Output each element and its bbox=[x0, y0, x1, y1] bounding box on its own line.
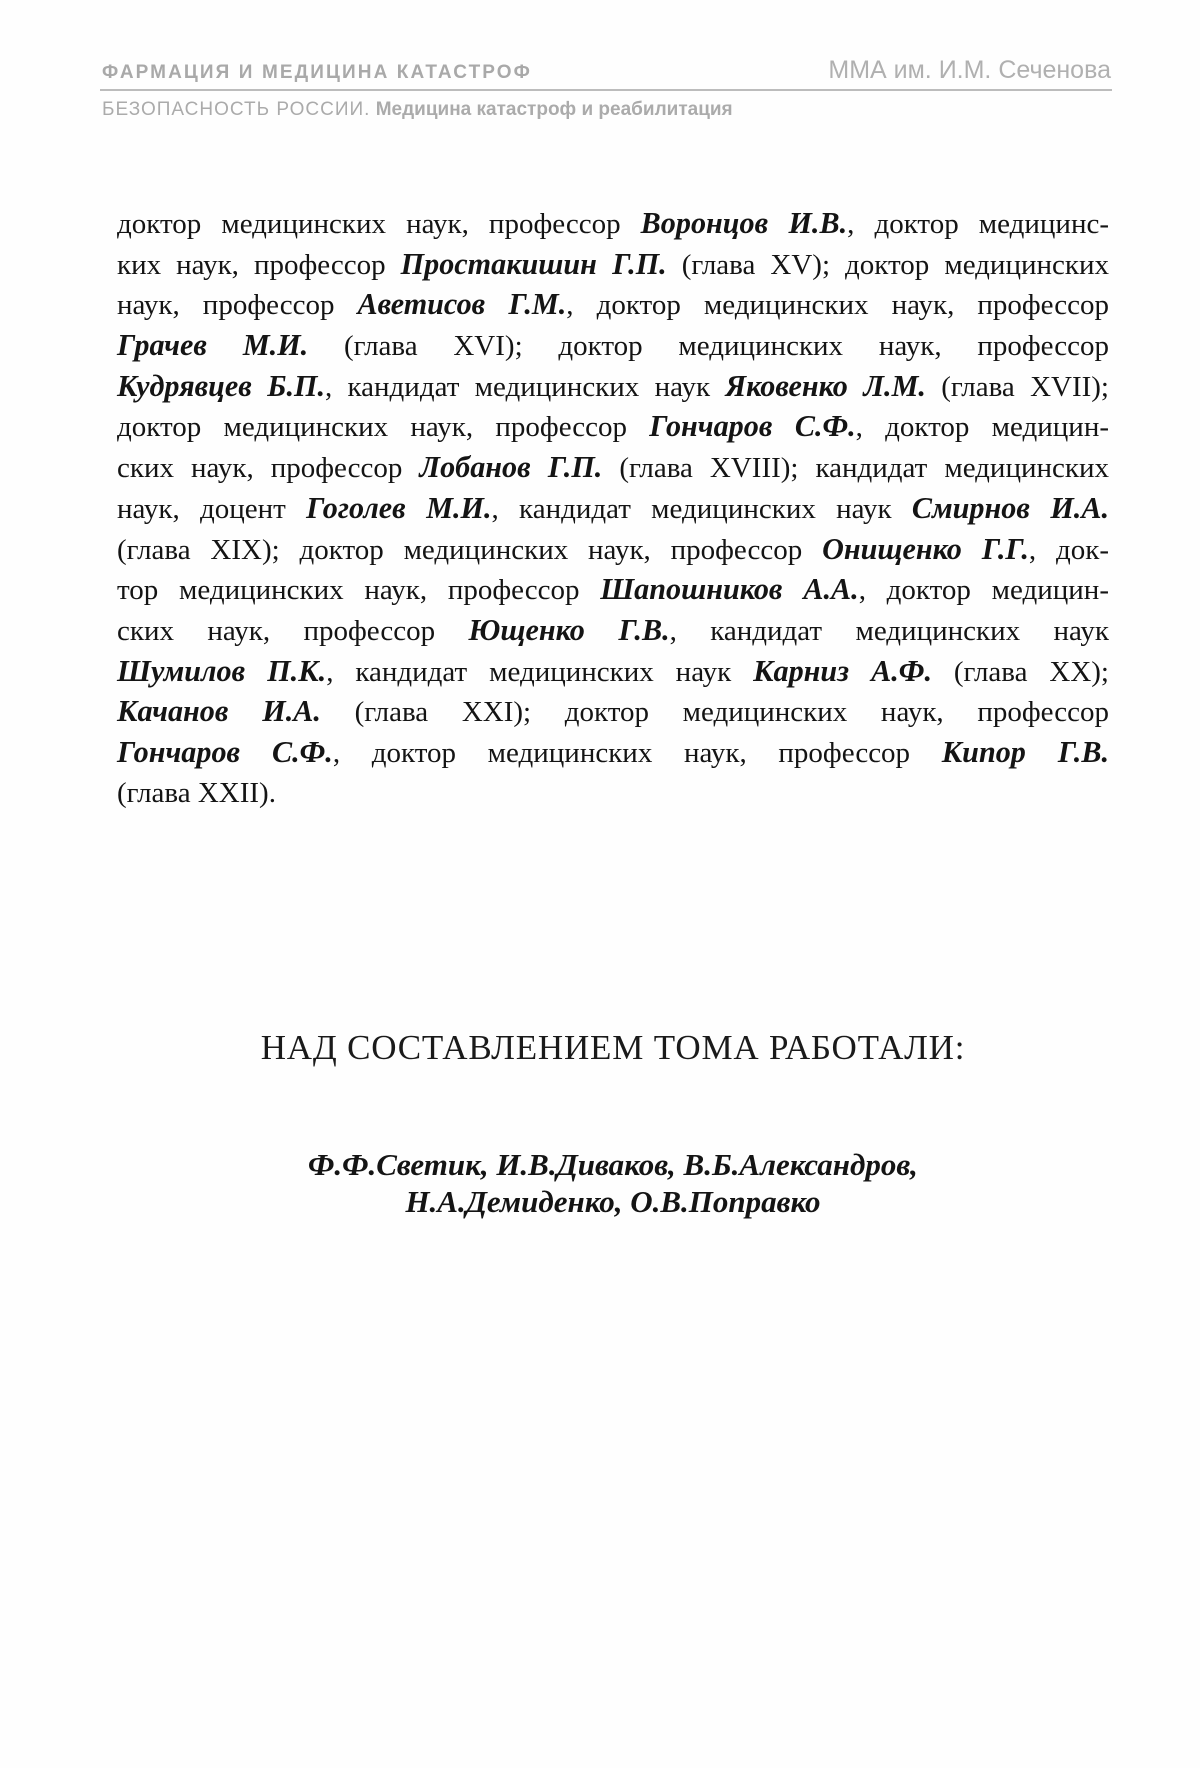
text-fragment: , доктор медицинских наук, профессор bbox=[566, 289, 1110, 322]
series-subtitle bbox=[102, 99, 733, 121]
author-name: Шумилов П.К. bbox=[117, 653, 327, 688]
author-name: Смирнов И.А. bbox=[911, 490, 1109, 525]
text-line bbox=[117, 244, 1109, 285]
journal-title: ФАРМАЦИЯ И МЕДИЦИНА КАТАСТРОФ bbox=[102, 62, 532, 83]
header-divider bbox=[100, 89, 1112, 91]
author-name: Карниз А.Ф. bbox=[753, 653, 932, 688]
publisher-name: ММА им. И.М. Сеченова bbox=[828, 56, 1111, 84]
text-line bbox=[117, 569, 1109, 610]
text-line bbox=[117, 691, 1109, 732]
text-fragment: наук, профессор bbox=[117, 289, 358, 322]
text-line bbox=[117, 651, 1109, 692]
text-fragment: (глава XXI); доктор медицинских наук, профессор bbox=[320, 696, 1109, 729]
text-fragment: , док- bbox=[1028, 533, 1109, 566]
text-fragment: (глава XVIII); кандидат медицинских bbox=[602, 452, 1109, 485]
text-fragment: , кандидат медицинских наук bbox=[324, 370, 726, 403]
text-line bbox=[117, 325, 1109, 366]
compiler-names-line: Ф.Ф.Светик, И.В.Диваков, В.Б.Александров, bbox=[308, 1147, 918, 1182]
text-line bbox=[117, 447, 1109, 488]
text-line bbox=[117, 610, 1109, 651]
author-name: Кудрявцев Б.П. bbox=[117, 368, 325, 403]
text-fragment: (глава XX); bbox=[931, 655, 1109, 688]
text-fragment: наук, доцент bbox=[117, 492, 307, 525]
text-fragment: , доктор медицин- bbox=[855, 411, 1109, 444]
text-fragment: ских наук, профессор bbox=[117, 614, 469, 647]
text-fragment: , кандидат медицинских наук bbox=[491, 492, 912, 525]
text-fragment: доктор медицинских наук, профессор bbox=[117, 208, 641, 240]
author-name: Гончаров С.Ф. bbox=[649, 409, 856, 444]
author-name: Ющенко Г.В. bbox=[468, 612, 670, 647]
text-fragment: ких наук, профессор bbox=[117, 248, 401, 281]
text-fragment: , доктор медицин- bbox=[858, 574, 1109, 607]
text-fragment: , кандидат медицинских наук bbox=[326, 655, 754, 688]
text-fragment: (глава XXII). bbox=[117, 776, 276, 809]
text-line bbox=[117, 284, 1109, 325]
text-fragment: (глава XV); доктор медицинских bbox=[666, 248, 1109, 281]
compiler-names-line: Н.А.Демиденко, О.В.Поправко bbox=[405, 1184, 821, 1219]
author-name: Простакишин Г.П. bbox=[400, 246, 667, 281]
series-title: Медицина катастроф и реабилитация bbox=[375, 99, 733, 120]
text-fragment: , кандидат медицинских наук bbox=[669, 614, 1109, 647]
author-name: Онищенко Г.Г. bbox=[822, 531, 1029, 566]
text-fragment: (глава XIX); доктор медицинских наук, профессор bbox=[117, 533, 823, 566]
text-line bbox=[117, 488, 1109, 529]
text-line bbox=[117, 366, 1109, 407]
authors-paragraph bbox=[117, 203, 1109, 813]
text-fragment: , доктор медицинских наук, профессор bbox=[332, 736, 942, 769]
compilers-heading: НАД СОСТАВЛЕНИЕМ ТОМА РАБОТАЛИ: bbox=[260, 1028, 966, 1067]
compilers-names bbox=[117, 1146, 1109, 1220]
author-name: Гоголев М.И. bbox=[306, 490, 492, 525]
text-line bbox=[117, 529, 1109, 570]
text-line bbox=[117, 732, 1109, 773]
text-fragment: доктор медицинских наук, профессор bbox=[117, 411, 650, 444]
author-name: Качанов И.А. bbox=[117, 694, 321, 729]
text-fragment: , доктор медицинс- bbox=[847, 208, 1110, 240]
text-fragment: (глава XVII); bbox=[925, 370, 1109, 403]
author-name: Гончаров С.Ф. bbox=[117, 734, 333, 769]
text-fragment: ских наук, профессор bbox=[117, 452, 420, 485]
text-line bbox=[117, 773, 1109, 814]
author-name: Воронцов И.В. bbox=[640, 206, 848, 240]
author-name: Аветисов Г.М. bbox=[357, 287, 567, 322]
text-line bbox=[117, 203, 1109, 244]
author-name: Кипор Г.В. bbox=[941, 734, 1109, 769]
author-name: Лобанов Г.П. bbox=[419, 450, 603, 485]
series-caps: БЕЗОПАСНОСТЬ РОССИИ. bbox=[102, 99, 371, 120]
author-name: Грачев М.И. bbox=[117, 328, 309, 363]
author-name: Шапошников А.А. bbox=[600, 572, 859, 607]
text-fragment: тор медицинских наук, профессор bbox=[117, 574, 601, 607]
text-fragment: (глава XVI); доктор медицинских наук, профессор bbox=[308, 330, 1109, 363]
text-line bbox=[117, 406, 1109, 447]
author-name: Яковенко Л.М. bbox=[725, 368, 926, 403]
